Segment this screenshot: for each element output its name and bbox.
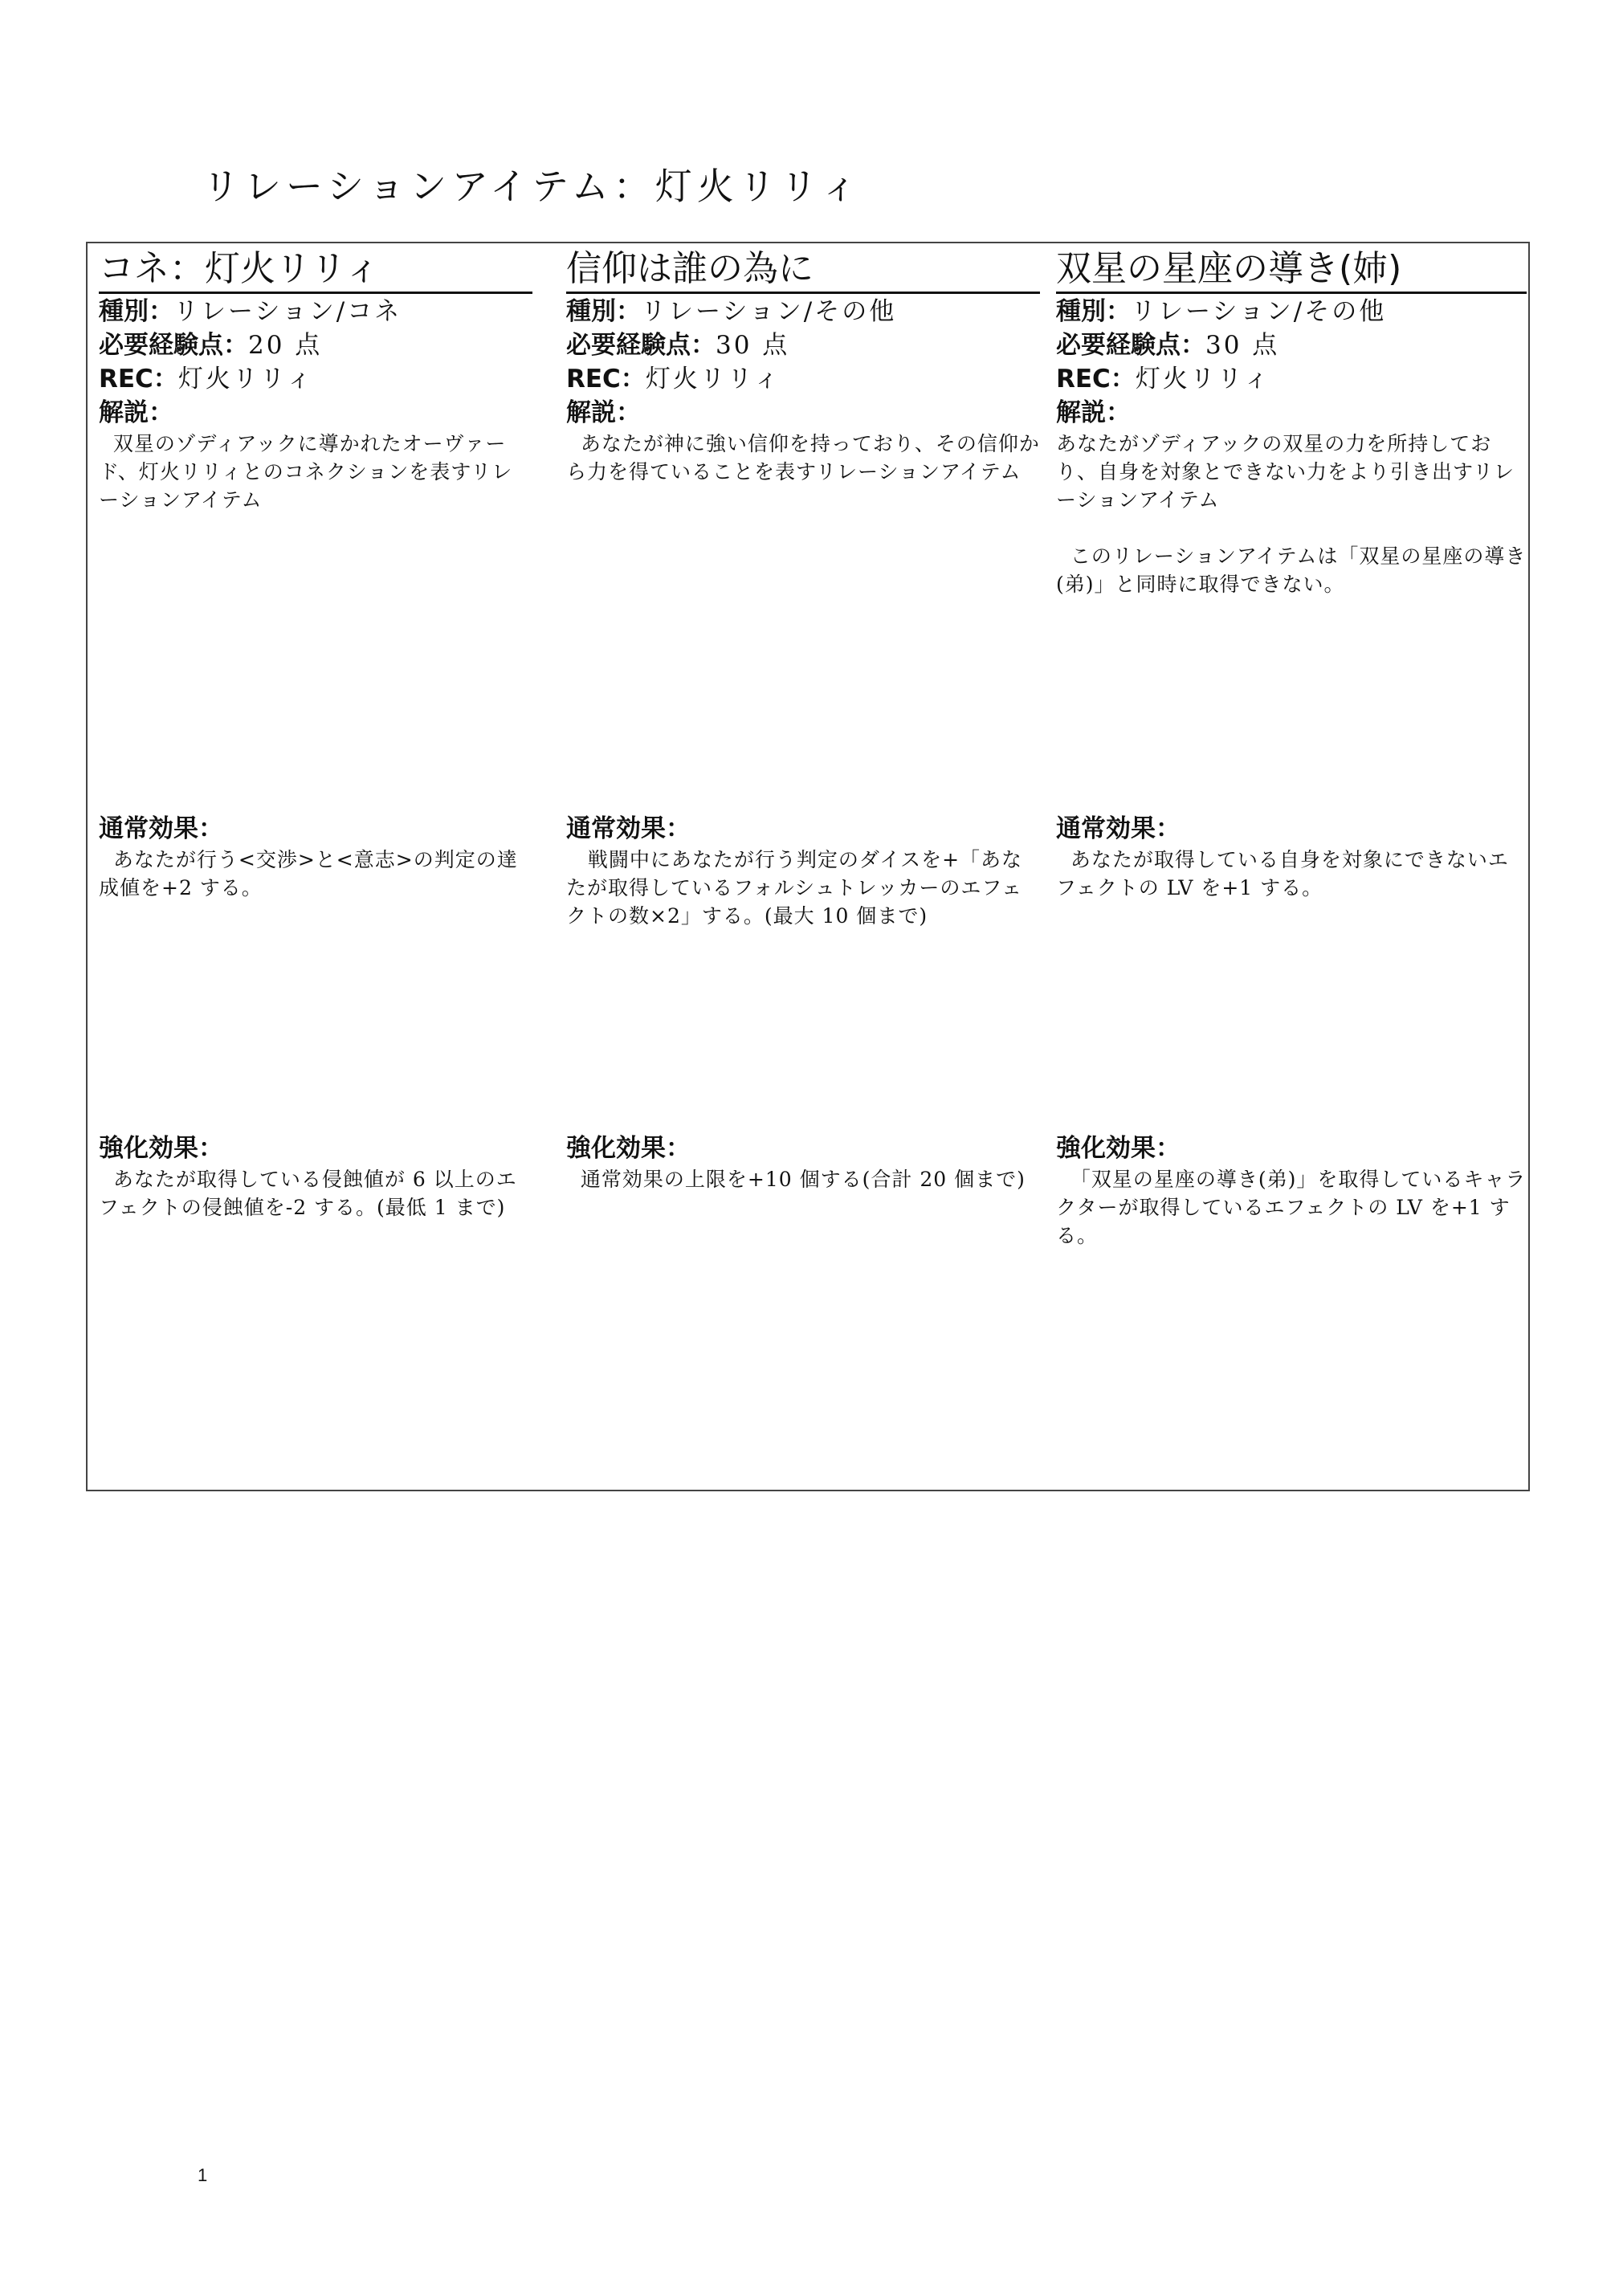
rec-label: REC： [99, 365, 178, 394]
page-title: リレーションアイテム：灯火リリィ [202, 165, 863, 208]
enhanced-effect-section [99, 1132, 532, 1221]
enhanced-effect-label: 強化効果： [99, 1134, 223, 1163]
item-card-1 [99, 243, 532, 1490]
description-section [1056, 396, 1527, 598]
rec-value: 灯火リリィ [645, 365, 781, 394]
normal-effect-label: 通常効果： [566, 814, 691, 843]
type-value: リレーション/その他 [1131, 297, 1387, 326]
description-section [566, 396, 1040, 486]
description-text: あなたがゾディアックの双星の力を所持しており、自身を対象とできない力をより引き出すリレーションアイテム このリレーションアイテムは「双星の星座の導き(弟)」と同時に取得できない。 [1056, 432, 1527, 596]
normal-effect-label: 通常効果： [1056, 814, 1181, 843]
item-meta [566, 295, 1040, 396]
normal-effect-text: 戦闘中にあなたが行う判定のダイスを+「あなたが取得しているフォルシュトレッカーのエフェクトの数×2」する。(最大 10 個まで) [566, 848, 1023, 928]
type-row [566, 295, 1040, 328]
rec-row [99, 362, 532, 396]
rec-value: 灯火リリィ [1135, 365, 1271, 394]
exp-row [99, 328, 532, 362]
exp-label: 必要経験点： [1056, 331, 1205, 360]
exp-label: 必要経験点： [99, 331, 248, 360]
item-name: コネ：灯火リリィ [99, 247, 532, 294]
rec-label: REC： [566, 365, 646, 394]
rec-row [566, 362, 1040, 396]
enhanced-effect-section [1056, 1132, 1527, 1250]
item-card-3 [1056, 243, 1527, 1490]
rec-label: REC： [1056, 365, 1136, 394]
description-label: 解説： [566, 398, 641, 427]
enhanced-effect-label: 強化効果： [566, 1134, 691, 1163]
item-name: 双星の星座の導き(姉) [1056, 247, 1527, 294]
exp-value: 30 点 [716, 331, 790, 360]
type-row [99, 295, 532, 328]
exp-value: 20 点 [248, 331, 323, 360]
description-section [99, 396, 532, 514]
enhanced-effect-label: 強化効果： [1056, 1134, 1181, 1163]
type-value: リレーション/その他 [641, 297, 897, 326]
type-label: 種別： [1056, 297, 1131, 326]
description-label: 解説： [1056, 398, 1131, 427]
type-label: 種別： [566, 297, 641, 326]
enhanced-effect-section [566, 1132, 1040, 1193]
normal-effect-label: 通常効果： [99, 814, 223, 843]
description-label: 解説： [99, 398, 173, 427]
enhanced-effect-text: 通常効果の上限を+10 個する(合計 20 個まで) [566, 1168, 1026, 1191]
exp-row [566, 328, 1040, 362]
description-text: あなたが神に強い信仰を持っており、その信仰から力を得ていることを表すリレーションアイテム [566, 432, 1040, 483]
item-meta [1056, 295, 1527, 396]
page-number: 1 [198, 2165, 208, 2185]
item-card-2 [566, 243, 1040, 1490]
description-text: 双星のゾディアックに導かれたオーヴァード、灯火リリィとのコネクションを表すリレーションアイテム [99, 432, 513, 512]
normal-effect-section [99, 812, 532, 902]
exp-row [1056, 328, 1527, 362]
exp-label: 必要経験点： [566, 331, 716, 360]
normal-effect-section [1056, 812, 1527, 902]
type-label: 種別： [99, 297, 173, 326]
item-meta [99, 295, 532, 396]
normal-effect-text: あなたが取得している自身を対象にできないエフェクトの LV を+1 する。 [1056, 848, 1509, 899]
item-name: 信仰は誰の為に [566, 247, 1040, 294]
exp-value: 30 点 [1205, 331, 1280, 360]
enhanced-effect-text: あなたが取得している侵蝕値が 6 以上のエフェクトの侵蝕値を-2 する。(最低 1 まで) [99, 1168, 517, 1219]
normal-effect-text: あなたが行う<交渉>と<意志>の判定の達成値を+2 する。 [99, 848, 518, 899]
enhanced-effect-text: 「双星の星座の導き(弟)」を取得しているキャラクターが取得しているエフェクトの LV を+1 する。 [1056, 1168, 1527, 1247]
type-value: リレーション/コネ [173, 297, 402, 326]
normal-effect-section [566, 812, 1040, 930]
rec-row [1056, 362, 1527, 396]
rec-value: 灯火リリィ [177, 365, 314, 394]
type-row [1056, 295, 1527, 328]
relation-item-table [86, 242, 1530, 1491]
